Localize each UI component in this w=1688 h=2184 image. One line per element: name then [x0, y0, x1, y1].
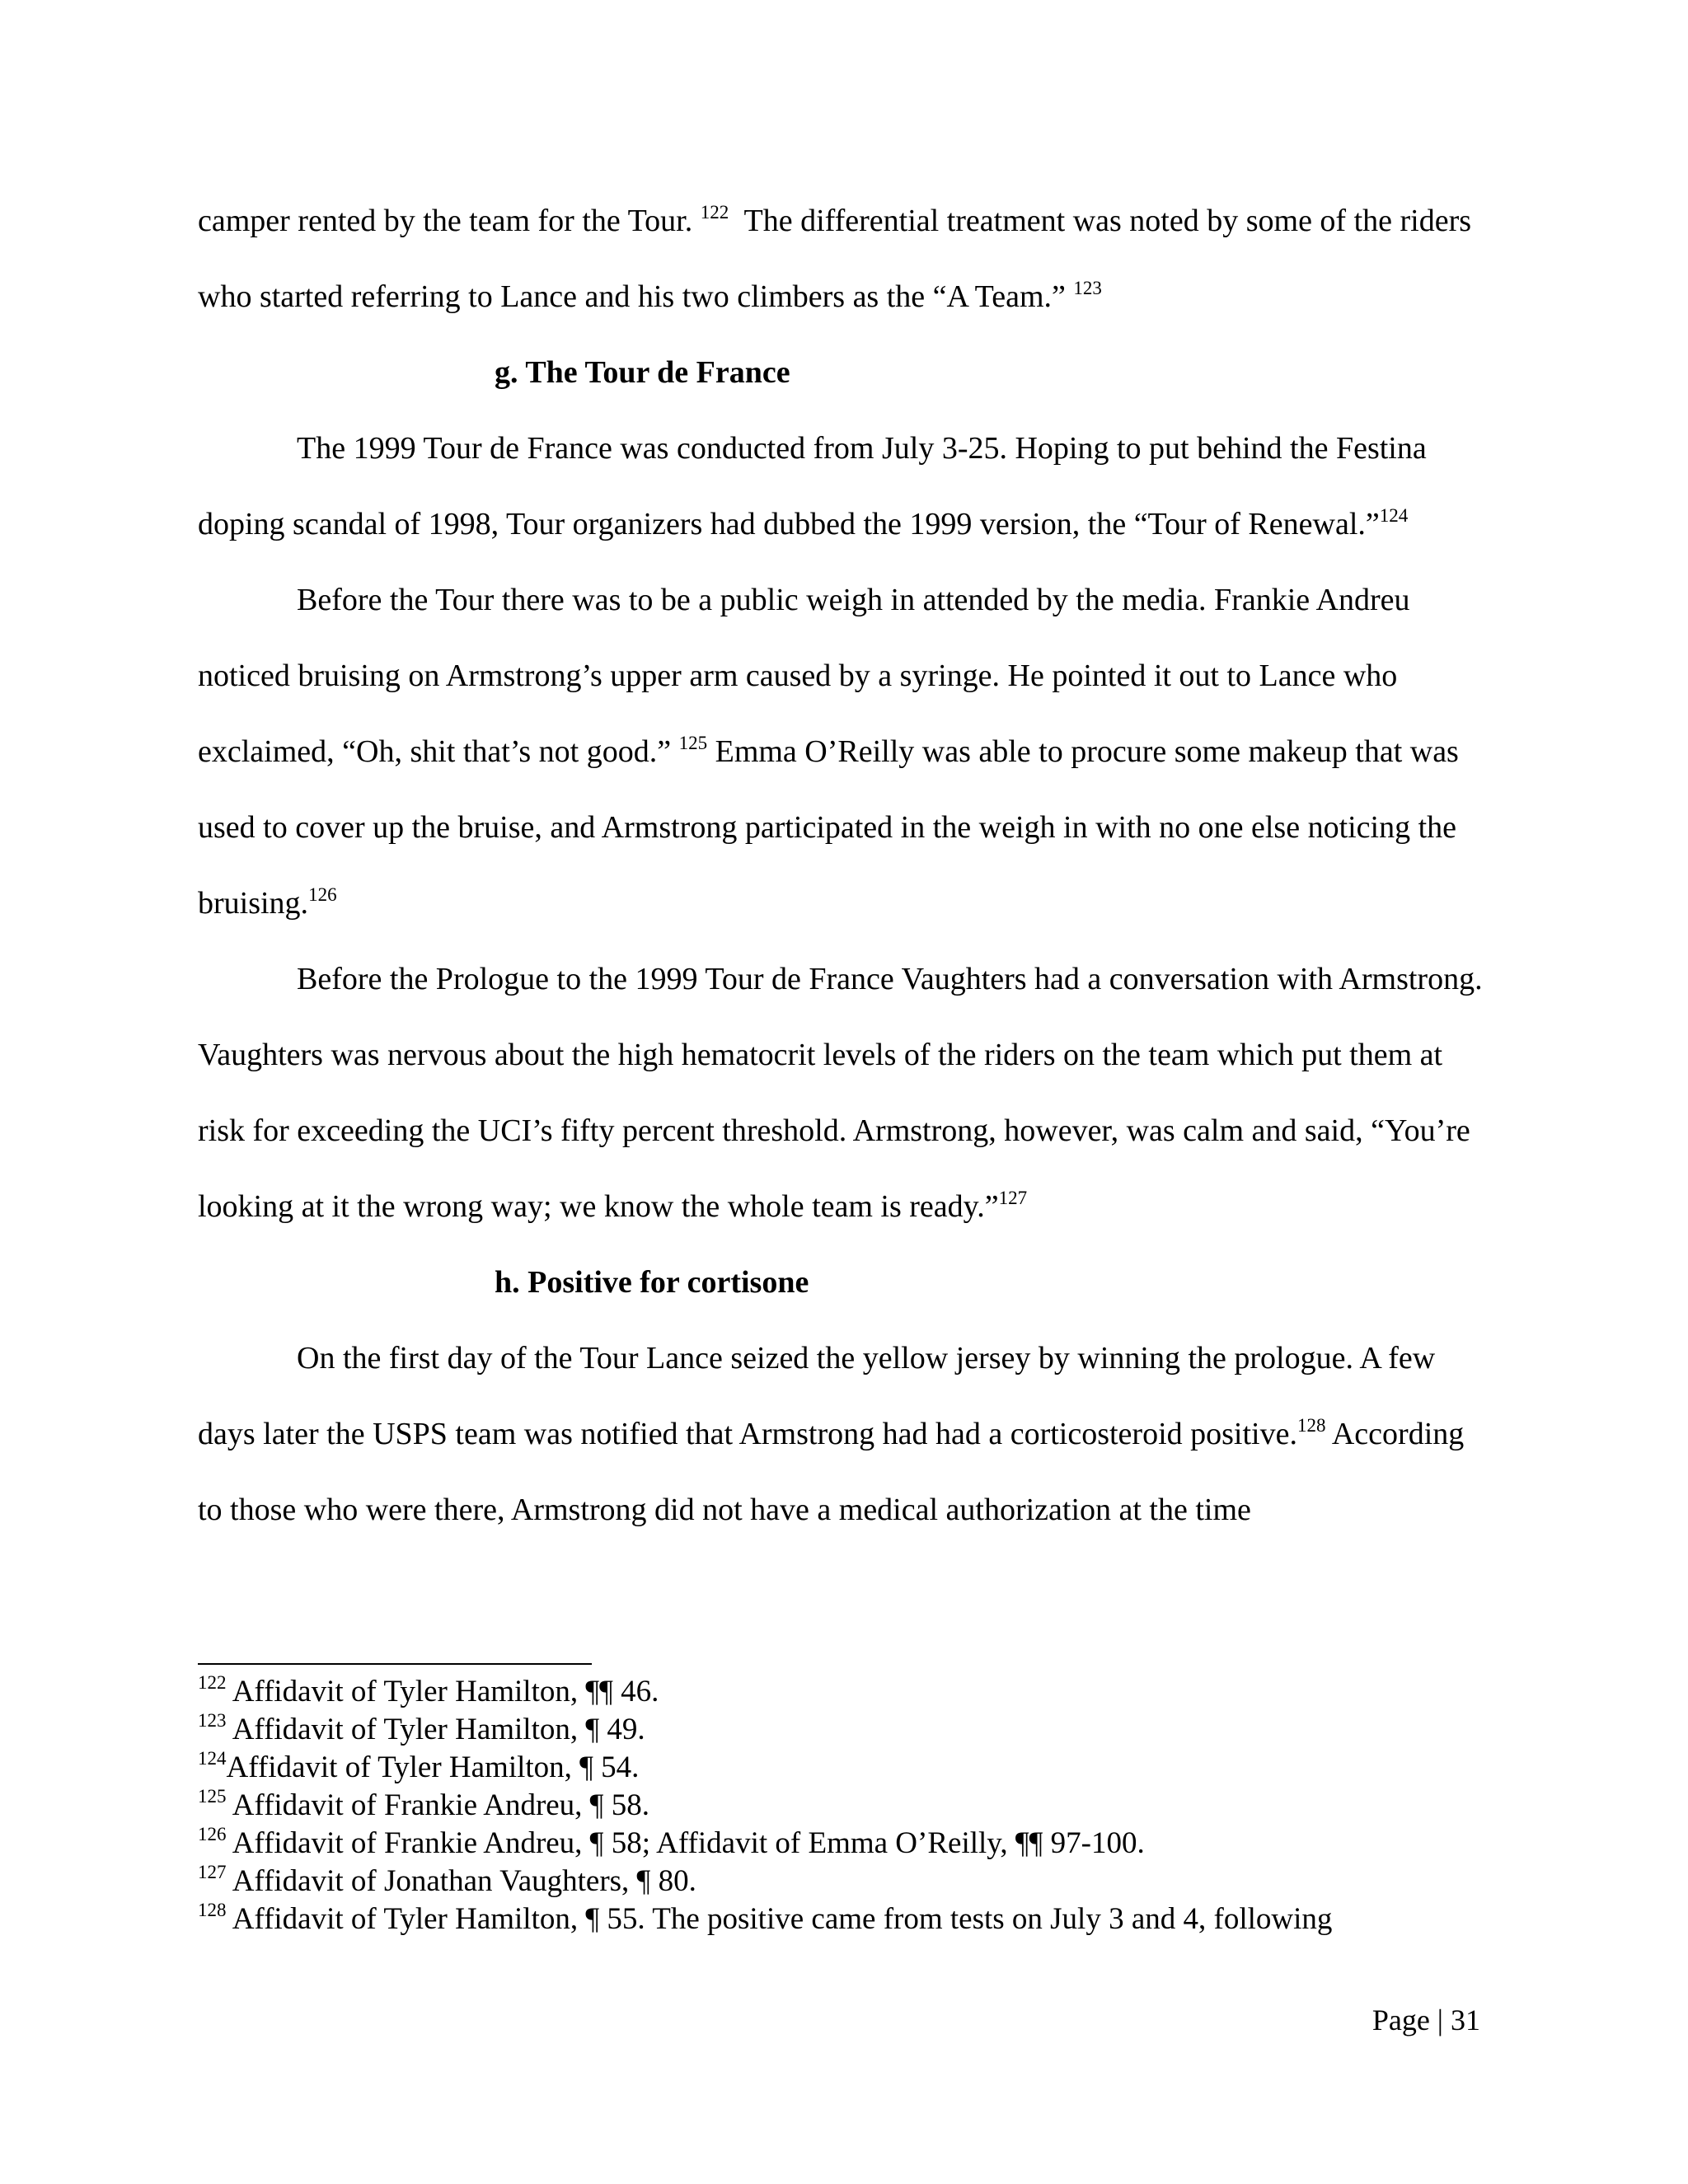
paragraph-text: Before the Prologue to the 1999 Tour de France Vaughters had a conversation with Armstrong. Vaughters was nervous about the high hematocrit levels of the riders on the team which put them at risk for exceeding the UCI’s fifty percent threshold. Armstrong, however, was calm and said, “You’re looking at it the wrong way; we know the whole team is ready.”: [198, 962, 1483, 1224]
paragraph-4: [198, 941, 1484, 1244]
footnotes: [198, 1673, 1500, 1938]
footnote-128: [198, 1900, 1500, 1938]
footnote-text: Affidavit of Jonathan Vaughters, ¶ 80.: [226, 1864, 696, 1898]
footnote-number: 126: [198, 1824, 227, 1844]
footnote-ref-127[interactable]: 127: [998, 1188, 1028, 1208]
footnote-number: 122: [198, 1672, 227, 1693]
footnote-number: 127: [198, 1862, 227, 1882]
footnote-text: Affidavit of Frankie Andreu, ¶ 58; Affidavit of Emma O’Reilly, ¶¶ 97-100.: [226, 1826, 1145, 1860]
paragraph-3: [198, 562, 1484, 941]
footnote-number: 128: [198, 1900, 227, 1920]
footnote-ref-122[interactable]: 122: [700, 202, 729, 223]
paragraph-text: According to those who were there, Armstrong did not have a medical authorization at the time: [198, 1417, 1465, 1527]
footnote-ref-123[interactable]: 123: [1073, 278, 1102, 298]
footnote-ref-126[interactable]: 126: [308, 884, 337, 905]
footnote-text: Affidavit of Tyler Hamilton, ¶ 54.: [226, 1750, 640, 1784]
footnote-ref-125[interactable]: 125: [678, 733, 708, 753]
paragraph-text: The differential treatment was noted by some of the riders who started referring to Lance and his two climbers as the “A Team.”: [198, 204, 1472, 314]
footnote-124: [198, 1749, 1500, 1787]
footnote-ref-128[interactable]: 128: [1296, 1415, 1326, 1436]
paragraph-text: Before the Tour there was to be a public weigh in attended by the media. Frankie Andreu noticed bruising on Armstrong’s upper arm caused by a syringe. He pointed it out to Lance who exclaimed, “Oh, shit that’s not good.”: [198, 583, 1410, 769]
body-text: [198, 183, 1484, 1548]
paragraph-1: [198, 183, 1484, 335]
paragraph-text: camper rented by the team for the Tour.: [198, 204, 693, 238]
footnote-text: Affidavit of Tyler Hamilton, ¶¶ 46.: [226, 1675, 659, 1708]
footnote-number: 124: [198, 1748, 227, 1769]
footnote-127: [198, 1863, 1500, 1900]
paragraph-text: The 1999 Tour de France was conducted from July 3-25. Hoping to put behind the Festina doping scandal of 1998, Tour organizers had dubbed the 1999 version, the “Tour of Renewal.”: [198, 431, 1427, 541]
footnote-number: 123: [198, 1710, 227, 1731]
section-heading-h: h. Positive for cortisone: [495, 1265, 809, 1300]
paragraph-5: [198, 1320, 1484, 1548]
page-number: Page | 31: [1372, 2004, 1480, 2036]
paragraph-2: [198, 410, 1484, 562]
footnote-text: Affidavit of Tyler Hamilton, ¶ 49.: [226, 1713, 645, 1746]
footnote-number: 125: [198, 1786, 227, 1807]
footnote-separator: [198, 1663, 592, 1665]
paragraph-text: Emma O’Reilly was able to procure some makeup that was used to cover up the bruise, and Armstrong participated in the weigh in with no one else noticing the bruising.: [198, 734, 1459, 921]
footnote-123: [198, 1711, 1500, 1749]
footnote-122: [198, 1673, 1500, 1711]
footnote-ref-124[interactable]: 124: [1379, 505, 1409, 526]
paragraph-text: On the first day of the Tour Lance seized the yellow jersey by winning the prologue. A few days later the USPS team was notified that Armstrong had had a corticosteroid positive.: [198, 1341, 1436, 1451]
footnote-125: [198, 1787, 1500, 1825]
footnote-126: [198, 1825, 1500, 1863]
footnote-text: Affidavit of Tyler Hamilton, ¶ 55. The positive came from tests on July 3 and 4, following: [226, 1902, 1333, 1936]
section-heading-g: g. The Tour de France: [495, 355, 790, 390]
footnote-text: Affidavit of Frankie Andreu, ¶ 58.: [226, 1788, 649, 1822]
